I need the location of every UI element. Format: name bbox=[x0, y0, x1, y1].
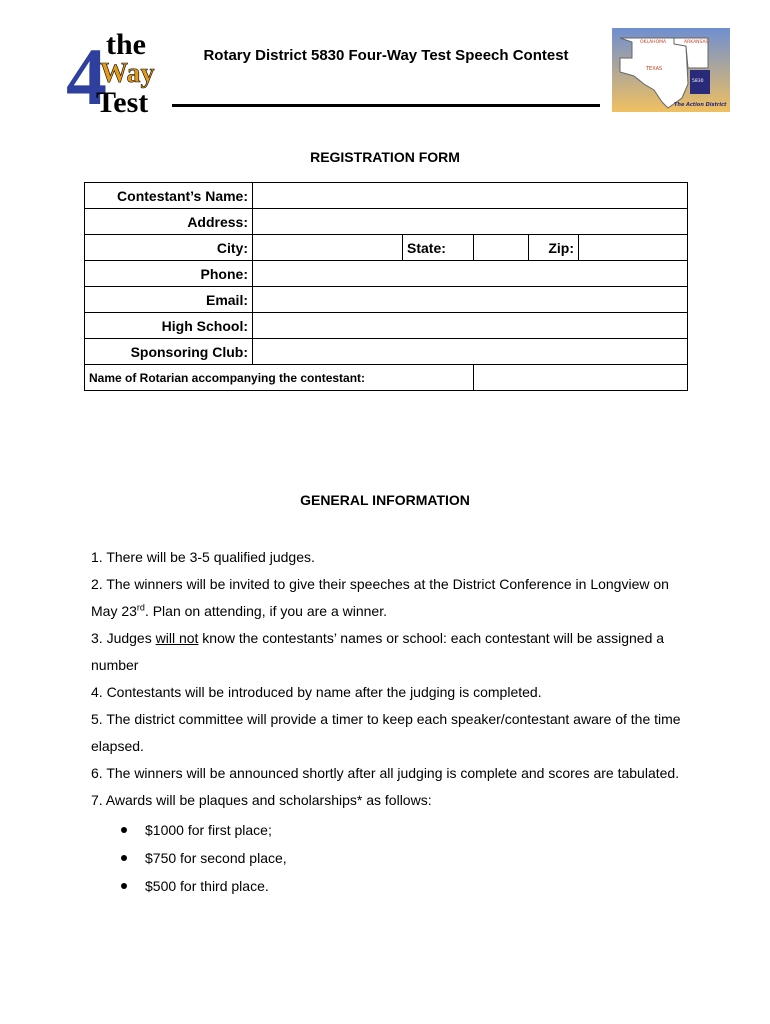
label-email: Email: bbox=[85, 287, 253, 313]
info-item-3-underline: will not bbox=[155, 630, 199, 646]
award-item bbox=[121, 872, 711, 900]
info-item-2-text-end: . Plan on attending, if you are a winner. bbox=[144, 603, 387, 619]
registration-form-title: REGISTRATION FORM bbox=[310, 149, 460, 165]
info-item-1: 1. There will be 3-5 qualified judges. bbox=[91, 549, 315, 565]
label-rotarian: Name of Rotarian accompanying the contestant: bbox=[85, 365, 474, 391]
registration-table bbox=[84, 182, 688, 391]
awards-list bbox=[121, 816, 711, 900]
field-email[interactable] bbox=[253, 287, 688, 313]
row-city-state-zip bbox=[85, 235, 688, 261]
label-high-school: High School: bbox=[85, 313, 253, 339]
label-city: City: bbox=[85, 235, 253, 261]
logo-word-test: Test bbox=[96, 86, 149, 116]
label-sponsoring-club: Sponsoring Club: bbox=[85, 339, 253, 365]
field-high-school[interactable] bbox=[253, 313, 688, 339]
row-contestant-name bbox=[85, 183, 688, 209]
row-phone bbox=[85, 261, 688, 287]
info-item-6: 6. The winners will be announced shortly after all judging is complete and scores are tabulated. bbox=[91, 765, 680, 781]
label-phone: Phone: bbox=[85, 261, 253, 287]
row-rotarian bbox=[85, 365, 688, 391]
field-rotarian[interactable] bbox=[474, 365, 688, 391]
info-item-4: 4. Contestants will be introduced by name after the judging is completed. bbox=[91, 684, 542, 700]
award-first: $1000 for first place; bbox=[145, 822, 272, 838]
row-sponsoring-club bbox=[85, 339, 688, 365]
general-info-list bbox=[91, 544, 681, 898]
award-item bbox=[121, 844, 711, 872]
field-sponsoring-club[interactable] bbox=[253, 339, 688, 365]
field-address[interactable] bbox=[253, 209, 688, 235]
title-underline bbox=[172, 104, 600, 107]
award-third: $500 for third place. bbox=[145, 878, 269, 894]
field-phone[interactable] bbox=[253, 261, 688, 287]
four-way-test-logo bbox=[66, 24, 158, 116]
bullet-icon bbox=[121, 855, 127, 861]
label-state: State: bbox=[403, 235, 474, 261]
award-item bbox=[121, 816, 711, 844]
info-item-2-text: 2. The winners will be invited to give their speeches at the District Conference in Longview on May 23 bbox=[91, 576, 669, 619]
award-second: $750 for second place, bbox=[145, 850, 287, 866]
document-title: Rotary District 5830 Four-Way Test Speech Contest bbox=[203, 47, 569, 64]
field-state[interactable] bbox=[474, 235, 529, 261]
row-email bbox=[85, 287, 688, 313]
map-tagline: The Action District bbox=[674, 102, 727, 108]
info-item-7: 7. Awards will be plaques and scholarships* as follows: bbox=[91, 792, 432, 808]
field-zip[interactable] bbox=[579, 235, 688, 261]
info-item-2 bbox=[91, 571, 681, 625]
general-info-title: GENERAL INFORMATION bbox=[300, 492, 470, 508]
row-high-school bbox=[85, 313, 688, 339]
info-item-5: 5. The district committee will provide a timer to keep each speaker/contestant aware of the time elapsed. bbox=[91, 711, 681, 754]
logo-word-the: the bbox=[106, 28, 146, 61]
info-item-3-text: 3. Judges bbox=[91, 630, 156, 646]
district-map-logo bbox=[612, 28, 730, 112]
map-label-texas: TEXAS bbox=[646, 66, 663, 72]
info-item-3-text-end: know the contestants’ names or school: each contestant will be assigned a number bbox=[91, 630, 665, 673]
info-item-3 bbox=[91, 625, 681, 679]
field-city[interactable] bbox=[253, 235, 403, 261]
info-item-2-sup: rd bbox=[136, 602, 145, 613]
map-label-oklahoma: OKLAHOMA bbox=[640, 40, 667, 45]
field-contestant-name[interactable] bbox=[253, 183, 688, 209]
label-contestant-name: Contestant’s Name: bbox=[85, 183, 253, 209]
logo-number-4: 4 bbox=[66, 31, 107, 116]
bullet-icon bbox=[121, 883, 127, 889]
label-zip: Zip: bbox=[529, 235, 579, 261]
label-address: Address: bbox=[85, 209, 253, 235]
logo-word-way: Way bbox=[100, 58, 155, 89]
bullet-icon bbox=[121, 827, 127, 833]
map-label-arkansas: ARKANSAS bbox=[684, 40, 709, 45]
map-label-district: 5830 bbox=[692, 79, 704, 84]
row-address bbox=[85, 209, 688, 235]
